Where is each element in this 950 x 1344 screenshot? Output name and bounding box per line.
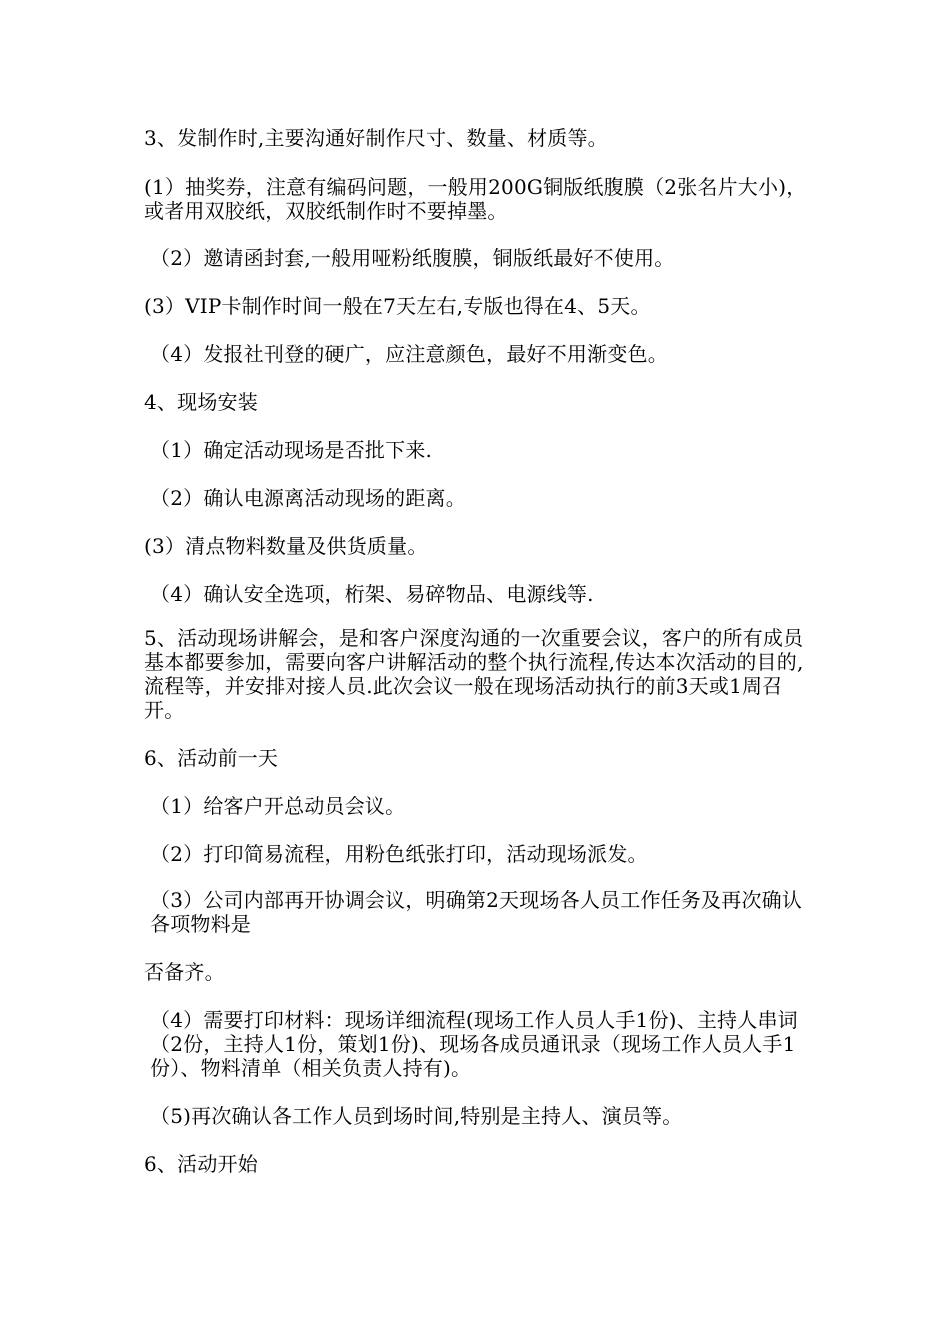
item-newspaper-ad: （4）发报社刊登的硬广，应注意颜色，最好不用渐变色。 bbox=[150, 342, 668, 366]
item-print-materials: （4）需要打印材料：现场详细流程(现场工作人员人手1份)、主持人串词（2份，主持人1份，策划1份)、现场各成员通讯录（现场工作人员人手1份）、物料清单（相关负责人持有)。 bbox=[150, 1008, 798, 1080]
item-coordination-meeting: （3）公司内部再开协调会议，明确第2天现场各人员工作任务及再次确认各项物料是 bbox=[150, 888, 803, 936]
item-check-materials: (3）清点物料数量及供货质量。 bbox=[144, 534, 428, 558]
item-print-schedule: （2）打印简易流程，用粉色纸张打印，活动现场派发。 bbox=[150, 842, 648, 866]
item-confirm-arrival: （5)再次确认各工作人员到场时间,特别是主持人、演员等。 bbox=[150, 1104, 683, 1128]
item-power-distance: （2）确认电源离活动现场的距离。 bbox=[150, 486, 466, 510]
section-4-heading: 4、现场安装 bbox=[144, 390, 258, 414]
item-venue-approval: （1）确定活动现场是否批下来. bbox=[150, 438, 433, 462]
section-6-heading: 6、活动前一天 bbox=[144, 746, 279, 770]
item-mobilization-meeting: （1）给客户开总动员会议。 bbox=[150, 794, 406, 818]
item-invitation-envelope: （2）邀请函封套,一般用哑粉纸腹膜，铜版纸最好不使用。 bbox=[150, 246, 675, 270]
item-vip-card: (3）VIP卡制作时间一般在7天左右,专版也得在4、5天。 bbox=[144, 294, 651, 318]
section-5-paragraph: 5、活动现场讲解会，是和客户深度沟通的一次重要会议，客户的所有成员基本都要参加，需要向客户讲解活动的整个执行流程,传达本次活动的目的,流程等，并安排对接人员.此次会议一般在现场活动执行的前3天或1周召开。 bbox=[144, 626, 804, 722]
item-safety-check: （4）确认安全选项，桁架、易碎物品、电源线等. bbox=[150, 582, 594, 606]
section-3-heading: 3、发制作时,主要沟通好制作尺寸、数量、材质等。 bbox=[144, 126, 608, 150]
item-coordination-meeting-cont: 否备齐。 bbox=[144, 960, 225, 984]
item-lottery-ticket: (1）抽奖券，注意有编码问题，一般用200G铜版纸腹膜（2张名片大小)，或者用双胶纸，双胶纸制作时不要掉墨。 bbox=[144, 175, 807, 223]
section-6-start-heading: 6、活动开始 bbox=[144, 1152, 258, 1176]
